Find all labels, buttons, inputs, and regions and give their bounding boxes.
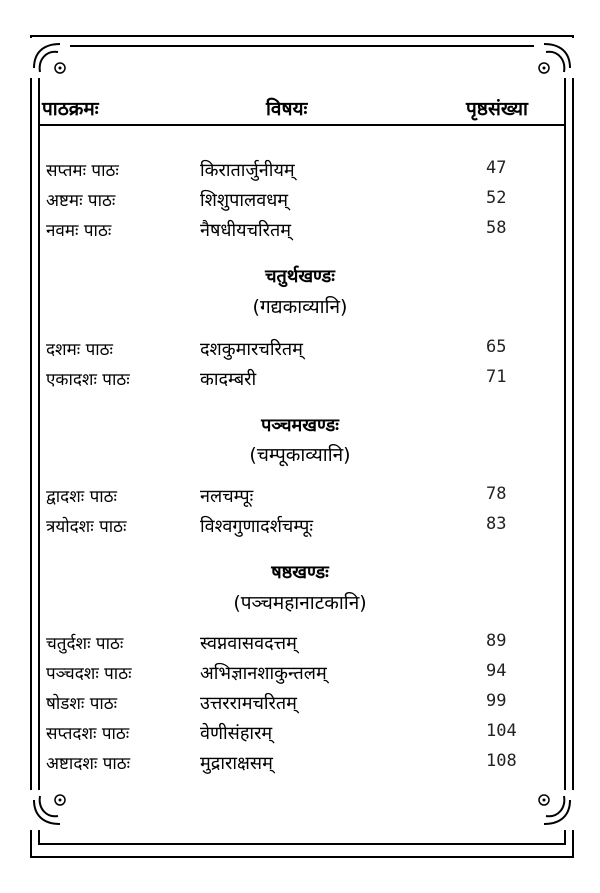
- header-lesson-order: पाठक्रमः: [42, 98, 99, 120]
- subject-title: स्वप्नवासवदत्तम्: [200, 633, 297, 654]
- subject-title: शिशुपालवधम्: [200, 190, 289, 211]
- toc-row[interactable]: [0, 514, 600, 544]
- toc-row[interactable]: [0, 367, 600, 397]
- page-number: 52: [486, 188, 507, 208]
- flourish-ornament-icon: [534, 790, 574, 830]
- page-number: 94: [486, 661, 507, 681]
- lesson-label: द्वादशः पाठः: [46, 487, 117, 507]
- page-number: 78: [486, 484, 507, 504]
- toc-row[interactable]: [0, 484, 600, 514]
- page-number: 71: [486, 367, 507, 387]
- lesson-label: दशमः पाठः: [46, 340, 113, 360]
- page-number: 104: [486, 721, 517, 741]
- section-subheading: (गद्यकाव्यानि): [252, 296, 348, 318]
- page-number: 89: [486, 631, 507, 651]
- toc-row[interactable]: [0, 158, 600, 188]
- lesson-label: पञ्चदशः पाठः: [46, 664, 132, 684]
- section-heading: षष्ठखण्डः: [271, 562, 329, 583]
- lesson-label: चतुर्दशः पाठः: [46, 634, 124, 654]
- lesson-label: सप्तमः पाठः: [46, 161, 119, 181]
- page-number: 108: [486, 751, 517, 771]
- page-number: 65: [486, 337, 507, 357]
- subject-title: कादम्बरी: [200, 369, 257, 390]
- toc-row[interactable]: [0, 691, 600, 721]
- section-subheading: (चम्पूकाव्यानि): [249, 444, 351, 466]
- toc-row[interactable]: [0, 661, 600, 691]
- subject-title: नैषधीयचरितम्: [200, 220, 292, 241]
- subject-title: विश्वगुणादर्शचम्पूः: [200, 516, 313, 537]
- subject-title: दशकुमारचरितम्: [200, 339, 303, 360]
- section-heading: पञ्चमखण्डः: [261, 415, 339, 436]
- section-heading: चतुर्थखण्डः: [265, 266, 335, 287]
- lesson-label: अष्टमः पाठः: [46, 191, 116, 211]
- lesson-label: सप्तदशः पाठः: [46, 724, 130, 744]
- header-divider: [38, 124, 566, 126]
- page-number: 99: [486, 691, 507, 711]
- header-subject: विषयः: [266, 98, 308, 120]
- lesson-label: एकादशः पाठः: [46, 370, 130, 390]
- subject-title: वेणीसंहारम्: [200, 723, 273, 744]
- subject-title: किरातार्जुनीयम्: [200, 160, 295, 181]
- toc-row[interactable]: [0, 631, 600, 661]
- toc-row[interactable]: [0, 218, 600, 248]
- page-number: 47: [486, 158, 507, 178]
- toc-row[interactable]: [0, 751, 600, 781]
- header-page-number: पृष्ठसंख्या: [466, 98, 528, 120]
- flourish-ornament-icon: [30, 38, 70, 78]
- flourish-ornament-icon: [30, 790, 70, 830]
- section-subheading: (पञ्चमहानाटकानि): [233, 592, 367, 614]
- flourish-ornament-icon: [534, 38, 574, 78]
- lesson-label: त्रयोदशः पाठः: [46, 517, 127, 537]
- subject-title: अभिज्ञानशाकुन्तलम्: [200, 663, 327, 684]
- toc-row[interactable]: [0, 337, 600, 367]
- subject-title: मुद्राराक्षसम्: [200, 753, 273, 774]
- toc-row[interactable]: [0, 188, 600, 218]
- page-number: 83: [486, 514, 507, 534]
- lesson-label: नवमः पाठः: [46, 221, 112, 241]
- subject-title: उत्तररामचरितम्: [200, 693, 297, 714]
- page-number: 58: [486, 218, 507, 238]
- lesson-label: षोडशः पाठः: [46, 694, 118, 714]
- subject-title: नलचम्पूः: [200, 486, 254, 507]
- lesson-label: अष्टादशः पाठः: [46, 754, 131, 774]
- toc-row[interactable]: [0, 721, 600, 751]
